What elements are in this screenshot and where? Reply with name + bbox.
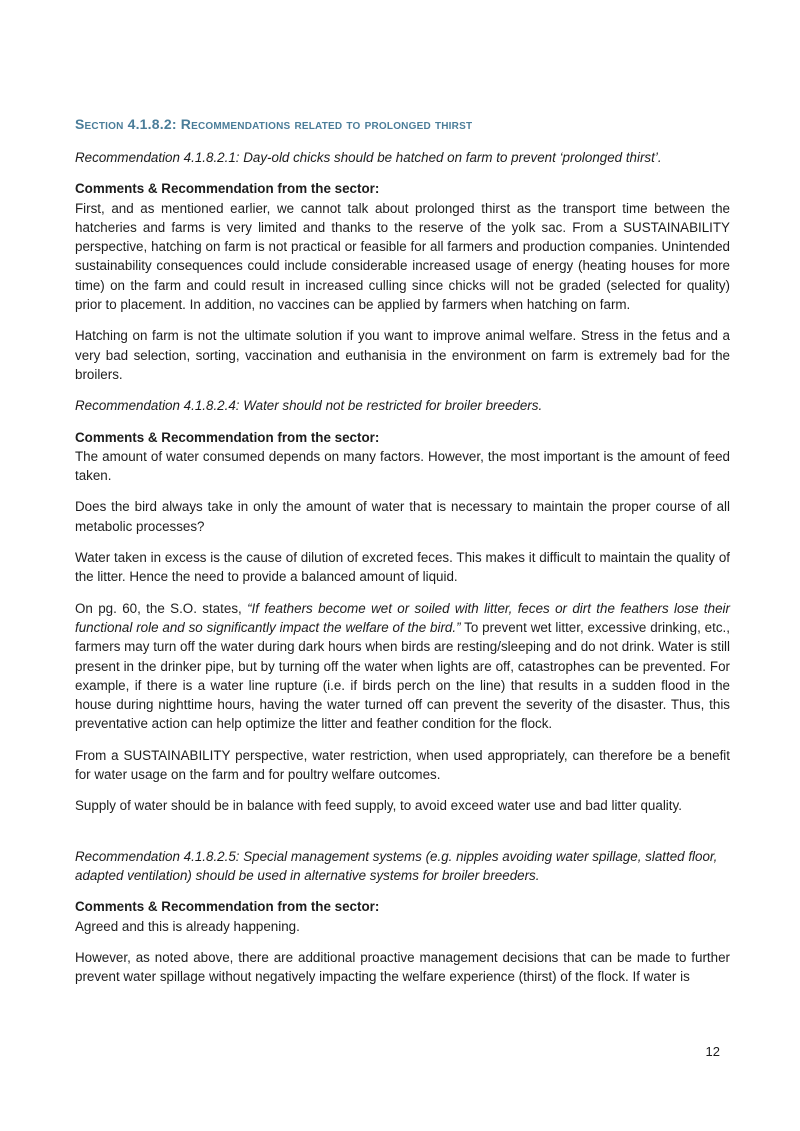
recommendation-4-1-8-2-1: Recommendation 4.1.8.2.1: Day-old chicks should be hatched on farm to prevent ‘prolonged thirst’. xyxy=(75,150,662,165)
section-heading: Section 4.1.8.2: Recommendations related to prolonged thirst xyxy=(75,116,473,132)
paragraph-water-consumed: The amount of water consumed depends on many factors. However, the most important is the amount of feed taken. xyxy=(75,448,730,484)
document-content xyxy=(75,117,730,998)
so-quote-italic: “If feathers become wet or soiled with litter, feces or dirt the feathers lose their functional role and so significantly impact the welfare of the bird.” xyxy=(75,600,730,635)
comments-label-2: Comments & Recommendation from the sector: xyxy=(75,429,380,445)
recommendation-4-1-8-2-4: Recommendation 4.1.8.2.4: Water should not be restricted for broiler breeders. xyxy=(75,398,543,414)
so-quote-prefix: On pg. 60, the S.O. states, xyxy=(75,600,248,616)
paragraph-sustainability-benefit: From a SUSTAINABILITY perspective, water restriction, when used appropriately, can therefore be a benefit for water usage on the farm and for poultry welfare outcomes. xyxy=(75,747,730,783)
paragraph-water-excess: Water taken in excess is the cause of dilution of excreted feces. This makes it difficult to maintain the quality of the litter. Hence the need to provide a balanced amount of liquid. xyxy=(75,550,730,585)
paragraph-proactive-management: However, as noted above, there are additional proactive management decisions that can be made to further prevent water spillage without negatively impacting the welfare experience (thirst) of the flock. If water is xyxy=(75,949,730,985)
paragraph-agreed: Agreed and this is already happening. xyxy=(75,918,300,934)
comments-label-1: Comments & Recommendation from the sector: xyxy=(75,181,380,197)
comments-label-3: Comments & Recommendation from the sector: xyxy=(75,899,380,915)
paragraph-supply-balance: Supply of water should be in balance with feed supply, to avoid exceed water use and bad litter quality. xyxy=(75,798,682,814)
so-quote-rest: To prevent wet litter, excessive drinking, etc., farmers may turn off the water during dark hours when birds are resting/sleeping and do not drink. Water is still present in the drinker pipe, but by turning off the water when lights are off, catastrophes can be prevented. For example, if there is a water line rupture (i.e. if birds perch on the line) that results in a sudden flood in the house during nighttime hours, having the water turned off can prevent the severity of the disaster. Thus, this preventative action can help optimize the litter and feather condition for the flock. xyxy=(75,619,730,732)
paragraph-hatching-not-ultimate: Hatching on farm is not the ultimate solution if you want to improve animal welfare. Stress in the fetus and a very bad selection, sorting, vaccination and euthanisia in the environment on farm is extremely bad for the broilers. xyxy=(75,328,730,382)
recommendation-4-1-8-2-5: Recommendation 4.1.8.2.5: Special management systems (e.g. nipples avoiding water spillage, slatted floor, adapted ventilation) should be used in alternative systems for broiler breeders. xyxy=(75,848,718,883)
paragraph-so-quote xyxy=(75,599,730,734)
paragraph-bird-water-question: Does the bird always take in only the amount of water that is necessary to maintain the proper course of all metabolic processes? xyxy=(75,499,730,534)
page-number: 12 xyxy=(705,1044,720,1059)
paragraph-transport-time: First, and as mentioned earlier, we cannot talk about prolonged thirst as the transport time between the hatcheries and farms is very limited and thanks to the reserve of the yolk sac. From a SUSTAINABILITY perspective, hatching on farm is not practical or feasible for all farmers and production companies. Unintended sustainability consequences could include considerable increased usage of energy (heating houses for more time) on the farm and could result in increased culling since chicks will not be graded (selected for quality) prior to placement. In addition, no vaccines can be applied by farmers when hatching on farm. xyxy=(75,200,730,313)
